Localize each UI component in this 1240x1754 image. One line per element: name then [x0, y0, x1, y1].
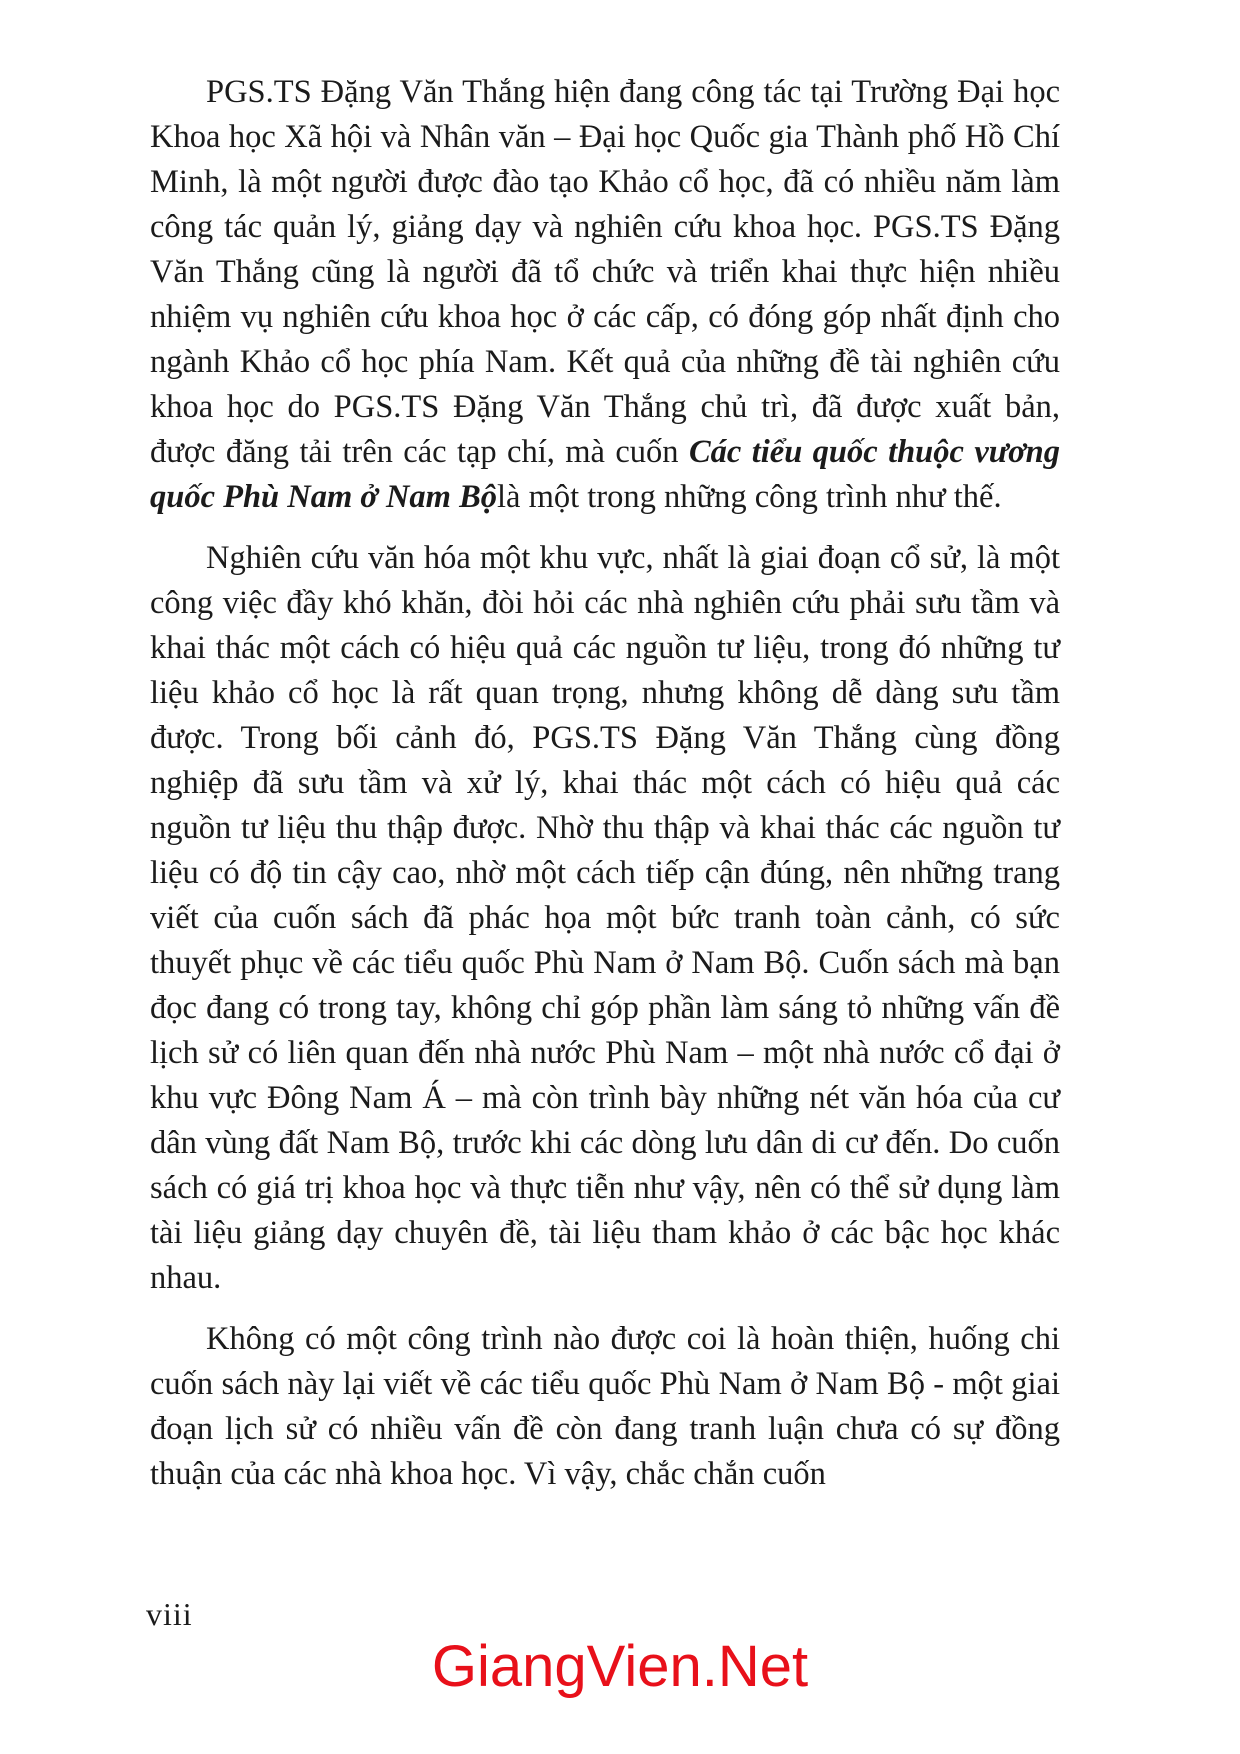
book-title: Các tiểu quốc thuộc vương quốc Phù Nam ở Nam Bộ [150, 434, 1060, 515]
document-body [150, 70, 1060, 1497]
paragraph-conclusion: Không có một công trình nào được coi là hoàn thiện, huống chi cuốn sách này lại viết về các tiểu quốc Phù Nam ở Nam Bộ - một giai đoạn lịch sử có nhiều vấn đề còn đang tranh luận chưa có sự đồng thuận của các nhà khoa học. Vì vậy, chắc chắn cuốn [150, 1321, 1060, 1492]
paragraph-text: là một trong những công trình như thế. [497, 479, 1002, 515]
page-number: viii [146, 1596, 193, 1632]
paragraph-author-intro [150, 70, 1060, 520]
paragraph-research-context: Nghiên cứu văn hóa một khu vực, nhất là giai đoạn cổ sử, là một công việc đầy khó khăn, đòi hỏi các nhà nghiên cứu phải sưu tầm và khai thác một cách có hiệu quả các nguồn tư liệu, trong đó những tư liệu khảo cổ học là rất quan trọng, nhưng không dễ dàng sưu tầm được. Trong bối cảnh đó, PGS.TS Đặng Văn Thắng cùng đồng nghiệp đã sưu tầm và xử lý, khai thác một cách có hiệu quả các nguồn tư liệu thu thập được. Nhờ thu thập và khai thác các nguồn tư liệu có độ tin cậy cao, nhờ một cách tiếp cận đúng, nên những trang viết của cuốn sách đã phác họa một bức tranh toàn cảnh, có sức thuyết phục về các tiểu quốc Phù Nam ở Nam Bộ. Cuốn sách mà bạn đọc đang có trong tay, không chỉ góp phần làm sáng tỏ những vấn đề lịch sử có liên quan đến nhà nước Phù Nam – một nhà nước cổ đại ở khu vực Đông Nam Á – mà còn trình bày những nét văn hóa của cư dân vùng đất Nam Bộ, trước khi các dòng lưu dân di cư đến. Do cuốn sách có giá trị khoa học và thực tiễn như vậy, nên có thể sử dụng làm tài liệu giảng dạy chuyên đề, tài liệu tham khảo ở các bậc học khác nhau. [150, 540, 1060, 1296]
watermark-text: GiangVien.Net [431, 1634, 809, 1699]
paragraph-text: PGS.TS Đặng Văn Thắng hiện đang công tác tại Trường Đại học Khoa học Xã hội và Nhân văn – Đại học Quốc gia Thành phố Hồ Chí Minh, là một người được đào tạo Khảo cổ học, đã có nhiều năm làm công tác quản lý, giảng dạy và nghiên cứu khoa học. PGS.TS Đặng Văn Thắng cũng là người đã tổ chức và triển khai thực hiện nhiều nhiệm vụ nghiên cứu khoa học ở các cấp, có đóng góp nhất định cho ngành Khảo cổ học phía Nam. Kết quả của những đề tài nghiên cứu khoa học do PGS.TS Đặng Văn Thắng chủ trì, đã được xuất bản, được đăng tải trên các tạp chí, mà cuốn [150, 74, 1060, 470]
